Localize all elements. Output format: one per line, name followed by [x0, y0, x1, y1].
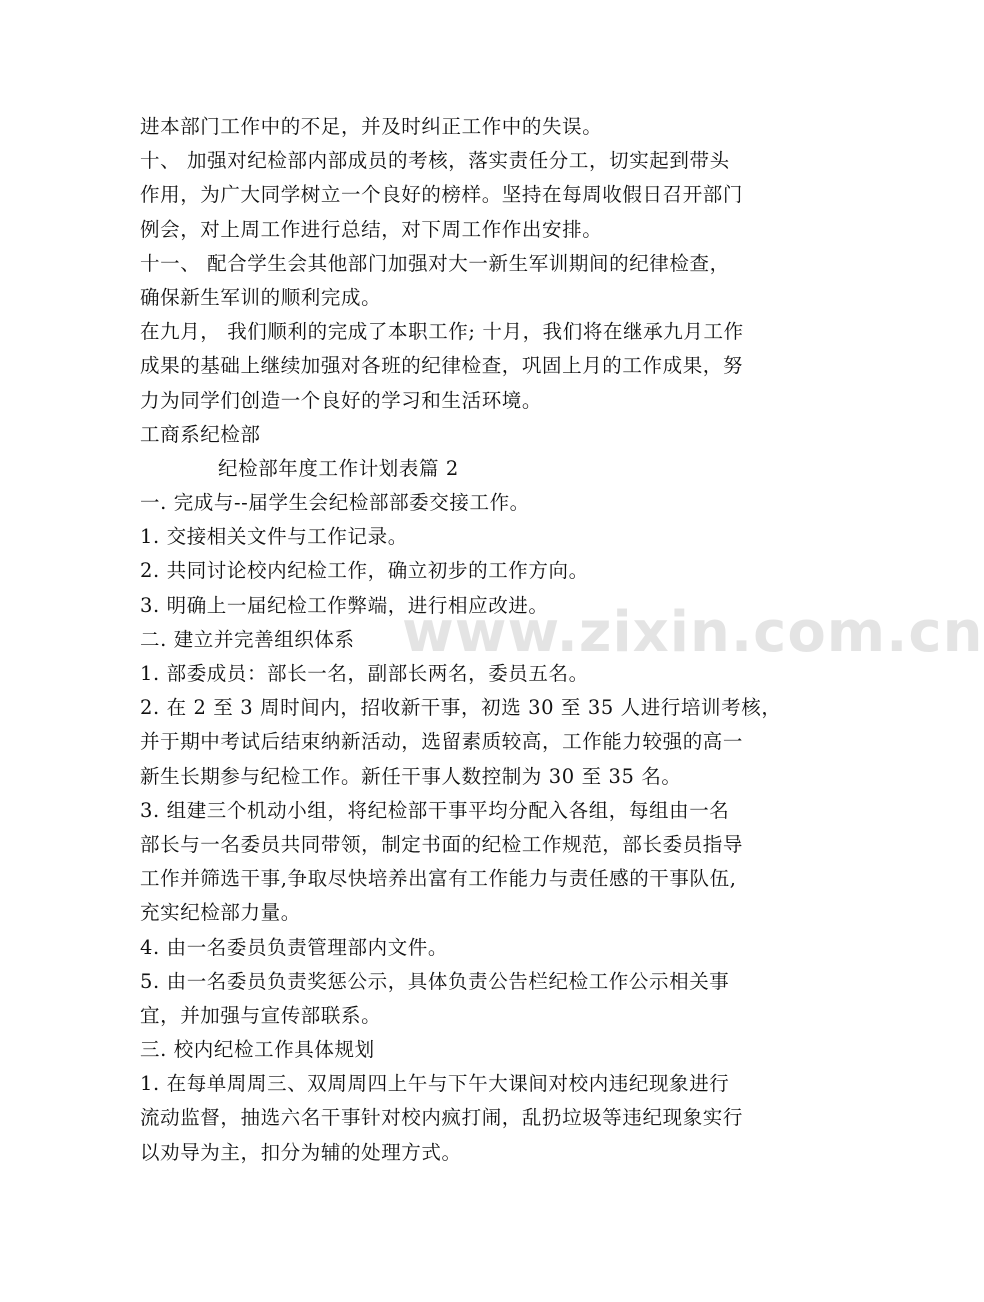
section-title: 纪检部年度工作计划表篇 2 [218, 456, 459, 480]
list-item: 2. 在 2 至 3 周时间内，招收新干事，初选 30 至 35 人进行培训考核， [140, 696, 782, 720]
text-line: 作用，为广大同学树立一个良好的榜样。坚持在每周收假日召开部门 [140, 183, 744, 207]
list-item: 4. 由一名委员负责管理部内文件。 [140, 935, 449, 959]
list-item: 3. 明确上一届纪检工作弊端，进行相应改进。 [140, 593, 549, 617]
signature-line: 工商系纪检部 [140, 422, 261, 446]
text-line: 充实纪检部力量。 [140, 901, 301, 925]
text-line: 例会，对上周工作进行总结，对下周工作作出安排。 [140, 217, 603, 241]
text-line: 力为同学们创造一个良好的学习和生活环境。 [140, 388, 543, 412]
text-line: 工作并筛选干事,争取尽快培养出富有工作能力与责任感的干事队伍, [140, 867, 737, 891]
text-line: 十一、 配合学生会其他部门加强对大一新生军训期间的纪律检查， [140, 251, 730, 275]
text-line: 成果的基础上继续加强对各班的纪律检查，巩固上月的工作成果，努 [140, 354, 744, 378]
text-line: 确保新生军训的顺利完成。 [140, 285, 382, 309]
text-line: 在九月， 我们顺利的完成了本职工作; 十月，我们将在继承九月工作 [140, 320, 744, 344]
text-line: 流动监督，抽选六名干事针对校内疯打闹，乱扔垃圾等违纪现象实行 [140, 1106, 744, 1130]
heading-line: 二. 建立并完善组织体系 [140, 627, 355, 651]
list-item: 3. 组建三个机动小组，将纪检部干事平均分配入各组，每组由一名 [140, 798, 730, 822]
list-item: 2. 共同讨论校内纪检工作，确立初步的工作方向。 [140, 559, 589, 583]
text-line: 部长与一名委员共同带领，制定书面的纪检工作规范，部长委员指导 [140, 832, 744, 856]
text-line: 新生长期参与纪检工作。新任干事人数控制为 30 至 35 名。 [140, 764, 682, 788]
heading-line: 三. 校内纪检工作具体规划 [140, 1038, 375, 1062]
text-line: 宜，并加强与宣传部联系。 [140, 1003, 382, 1027]
text-line: 进本部门工作中的不足，并及时纠正工作中的失误。 [140, 115, 603, 138]
text-line: 十、 加强对纪检部内部成员的考核，落实责任分工，切实起到带头 [140, 149, 730, 173]
text-line: 并于期中考试后结束纳新活动，选留素质较高，工作能力较强的高一 [140, 730, 744, 754]
heading-line: 一. 完成与--届学生会纪检部部委交接工作。 [140, 491, 530, 515]
watermark: www.zixin.com.cn [402, 600, 984, 665]
text-line: 以劝导为主，扣分为辅的处理方式。 [140, 1140, 462, 1164]
list-item: 1. 交接相关文件与工作记录。 [140, 525, 408, 549]
list-item: 1. 部委成员：部长一名，副部长两名，委员五名。 [140, 662, 589, 685]
list-item: 1. 在每单周周三、双周周四上午与下午大课间对校内违纪现象进行 [140, 1072, 730, 1096]
list-item: 5. 由一名委员负责奖惩公示，具体负责公告栏纪检工作公示相关事 [140, 969, 730, 993]
